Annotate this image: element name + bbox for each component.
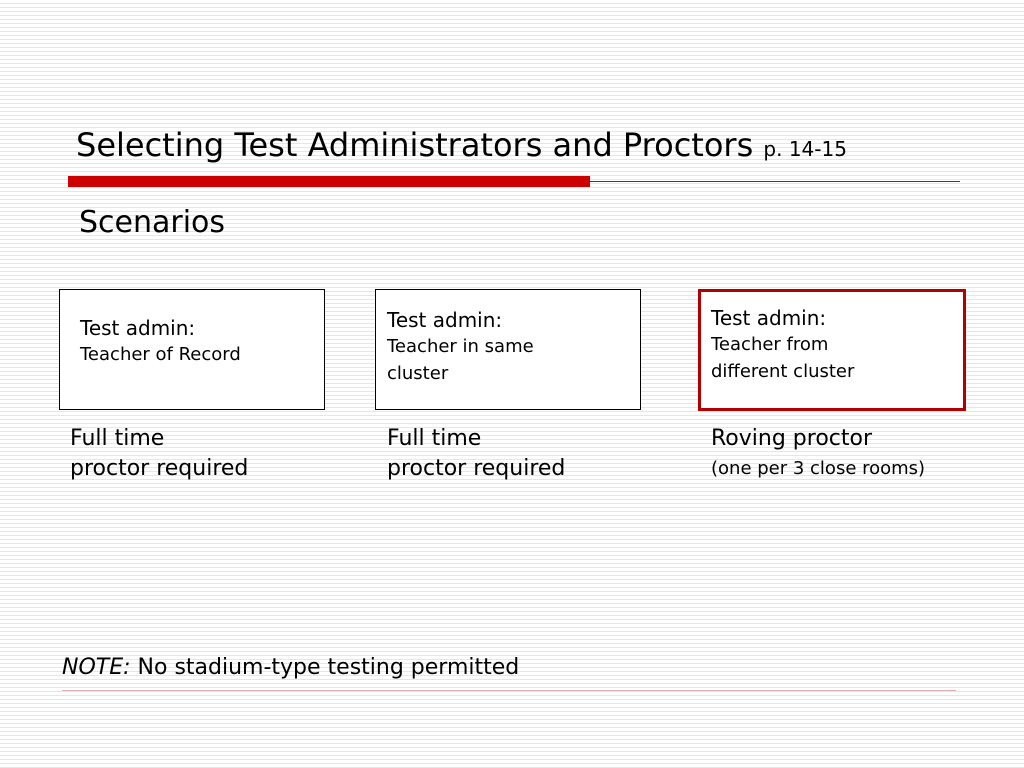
page-reference: p. 14-15 (763, 137, 847, 161)
scenario-box-3 (698, 289, 966, 411)
scenario-3-note-line2: (one per 3 close rooms) (711, 458, 926, 479)
footer-note-label: NOTE: (62, 655, 131, 680)
scenario-3-note (711, 424, 925, 484)
scenario-1-note-line1: Full time (70, 426, 165, 451)
title-underline-thin (590, 181, 960, 182)
scenario-2-heading: Test admin: (387, 308, 503, 332)
scenario-box-1 (59, 289, 325, 410)
scenario-2-detail-line1: Teacher in same (387, 336, 534, 357)
slide-title (76, 126, 847, 164)
title-underline-thick (68, 176, 590, 187)
scenario-3-detail-line2: different cluster (711, 361, 855, 382)
scenario-2-note (387, 424, 565, 484)
scenario-1-heading: Test admin: (80, 316, 196, 340)
scenario-3-heading: Test admin: (711, 306, 827, 330)
scenario-1-note-line2: proctor required (70, 456, 249, 481)
scenario-2-detail-line2: cluster (387, 363, 449, 384)
footer-note (62, 655, 519, 680)
scenario-box-2 (375, 289, 641, 410)
scenario-1-note (70, 424, 248, 484)
footer-note-text: No stadium-type testing permitted (137, 655, 520, 680)
scenario-1-detail: Teacher of Record (80, 344, 241, 365)
scenario-3-note-line1: Roving proctor (711, 426, 873, 451)
scenario-2-note-line2: proctor required (387, 456, 566, 481)
scenario-3-detail-line1: Teacher from (711, 334, 829, 355)
scenario-2-note-line1: Full time (387, 426, 482, 451)
title-text: Selecting Test Administrators and Proctors (76, 126, 754, 164)
slide-subtitle: Scenarios (79, 205, 226, 240)
footer-divider (62, 690, 956, 691)
